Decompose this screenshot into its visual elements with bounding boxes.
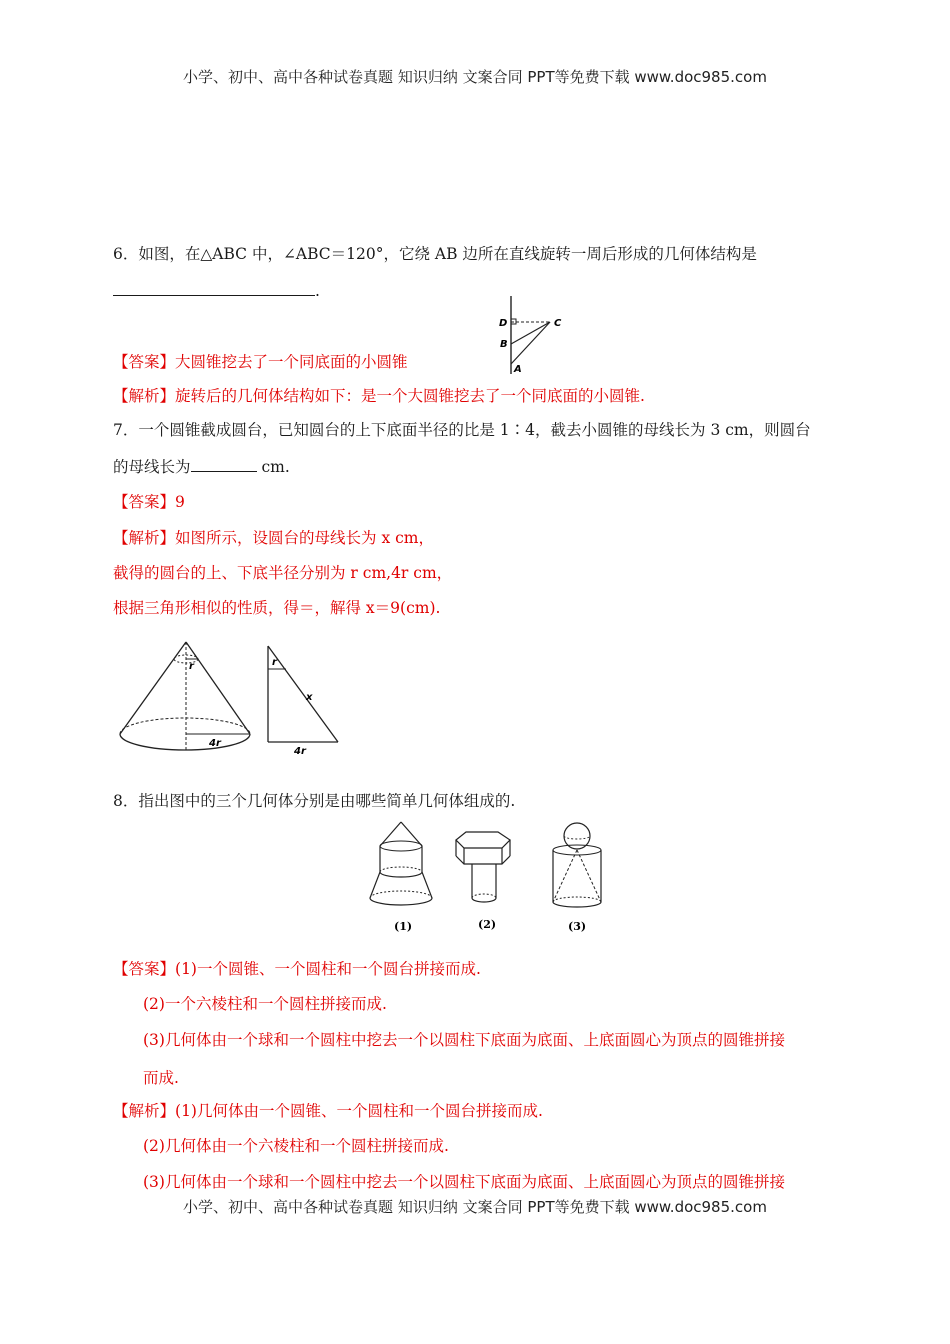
q7-cone-figure: [116, 638, 346, 760]
analysis-tag: 【解析】: [113, 387, 176, 405]
q7-analysis-line2: 截得的圆台的上、下底半径分别为 r cm,4r cm，: [113, 564, 453, 582]
answer-blank: [191, 457, 257, 472]
answer-tag: 【答案】: [113, 493, 176, 511]
q8-answer-line1: [113, 957, 481, 979]
q7-stem-line2: [113, 455, 290, 477]
q8-analysis-line2: (2)几何体由一个六棱柱和一个圆柱拼接而成.: [143, 1137, 449, 1155]
analysis-tag: 【解析】: [113, 529, 176, 547]
q6-blank-end: .: [315, 282, 320, 300]
q6-triangle-figure: [492, 294, 572, 376]
q7-stem-line1: 7．一个圆锥截成圆台，已知圆台的上下底面半径的比是 1∶4，截去小圆锥的母线长为 3 cm，则圆台: [113, 421, 811, 439]
answer-tag: 【答案】: [113, 353, 176, 371]
analysis-text: 旋转后的几何体结构如下：是一个大圆锥挖去了一个同底面的小圆锥.: [175, 387, 645, 405]
label-r: r: [189, 661, 194, 672]
answer-text: 大圆锥挖去了一个同底面的小圆锥: [175, 353, 408, 371]
page-footer: 小学、初中、高中各种试卷真题 知识归纳 文案合同 PPT等免费下载 www.doc985.com: [183, 1198, 767, 1216]
label-4r: 4r: [209, 738, 221, 749]
q6-answer-blank: [113, 281, 320, 300]
q6-analysis: [113, 384, 645, 406]
q6-stem: 6．如图，在△ABC 中，∠ABC＝120°，它绕 AB 边所在直线旋转一周后形成的几何体结构是: [113, 245, 757, 263]
triangle-hypotenuse: [268, 646, 338, 742]
caption-1: (1): [394, 920, 413, 933]
label-b: B: [500, 339, 508, 350]
q8-answer-line2: (2)一个六棱柱和一个圆柱拼接而成.: [143, 995, 387, 1013]
answer-tag: 【答案】: [113, 960, 176, 978]
segment-ac: [511, 322, 550, 364]
label-4r: 4r: [294, 746, 306, 757]
q7-analysis-line1: [113, 526, 434, 548]
base-back: [120, 718, 250, 734]
q7-answer: [113, 490, 185, 512]
caption-3: (3): [568, 920, 587, 933]
q7-analysis-line3: 根据三角形相似的性质，得＝，解得 x＝9(cm).: [113, 599, 441, 617]
segment-bc: [511, 322, 550, 344]
analysis-tag: 【解析】: [113, 1102, 176, 1120]
q8-analysis-line3: (3)几何体由一个球和一个圆柱中挖去一个以圆柱下底面为底面、上底面圆心为顶点的圆锥拼接: [143, 1173, 785, 1191]
q8-solids-figure: [356, 820, 606, 938]
base-front: [120, 734, 250, 750]
q8-answer-line3: (3)几何体由一个球和一个圆柱中挖去一个以圆柱下底面为底面、上底面圆心为顶点的圆锥拼接: [143, 1031, 785, 1049]
answer-text: (1)一个圆锥、一个圆柱和一个圆台拼接而成.: [175, 960, 481, 978]
answer-blank: [113, 281, 315, 296]
analysis-text: (1)几何体由一个圆锥、一个圆柱和一个圆台拼接而成.: [175, 1102, 543, 1120]
q7-stem-pre: 的母线长为: [113, 458, 191, 476]
label-r: r: [272, 657, 277, 668]
label-a: A: [514, 364, 522, 375]
analysis-text: 如图所示，设圆台的母线长为 x cm，: [175, 529, 434, 547]
q6-answer: [113, 350, 408, 372]
q7-stem-post: cm.: [256, 458, 290, 476]
label-c: C: [554, 318, 562, 329]
label-x: x: [306, 692, 313, 703]
q8-answer-line4: 而成.: [143, 1069, 179, 1087]
label-d: D: [499, 318, 508, 329]
solid-2: [456, 832, 510, 931]
caption-2: (2): [478, 918, 497, 931]
q8-analysis-line1: [113, 1099, 543, 1121]
answer-text: 9: [175, 493, 185, 511]
solid-3: [553, 823, 601, 933]
solid-1: [370, 822, 432, 933]
page-header: 小学、初中、高中各种试卷真题 知识归纳 文案合同 PPT等免费下载 www.doc985.com: [183, 68, 767, 86]
q8-stem: 8．指出图中的三个几何体分别是由哪些简单几何体组成的.: [113, 792, 516, 810]
